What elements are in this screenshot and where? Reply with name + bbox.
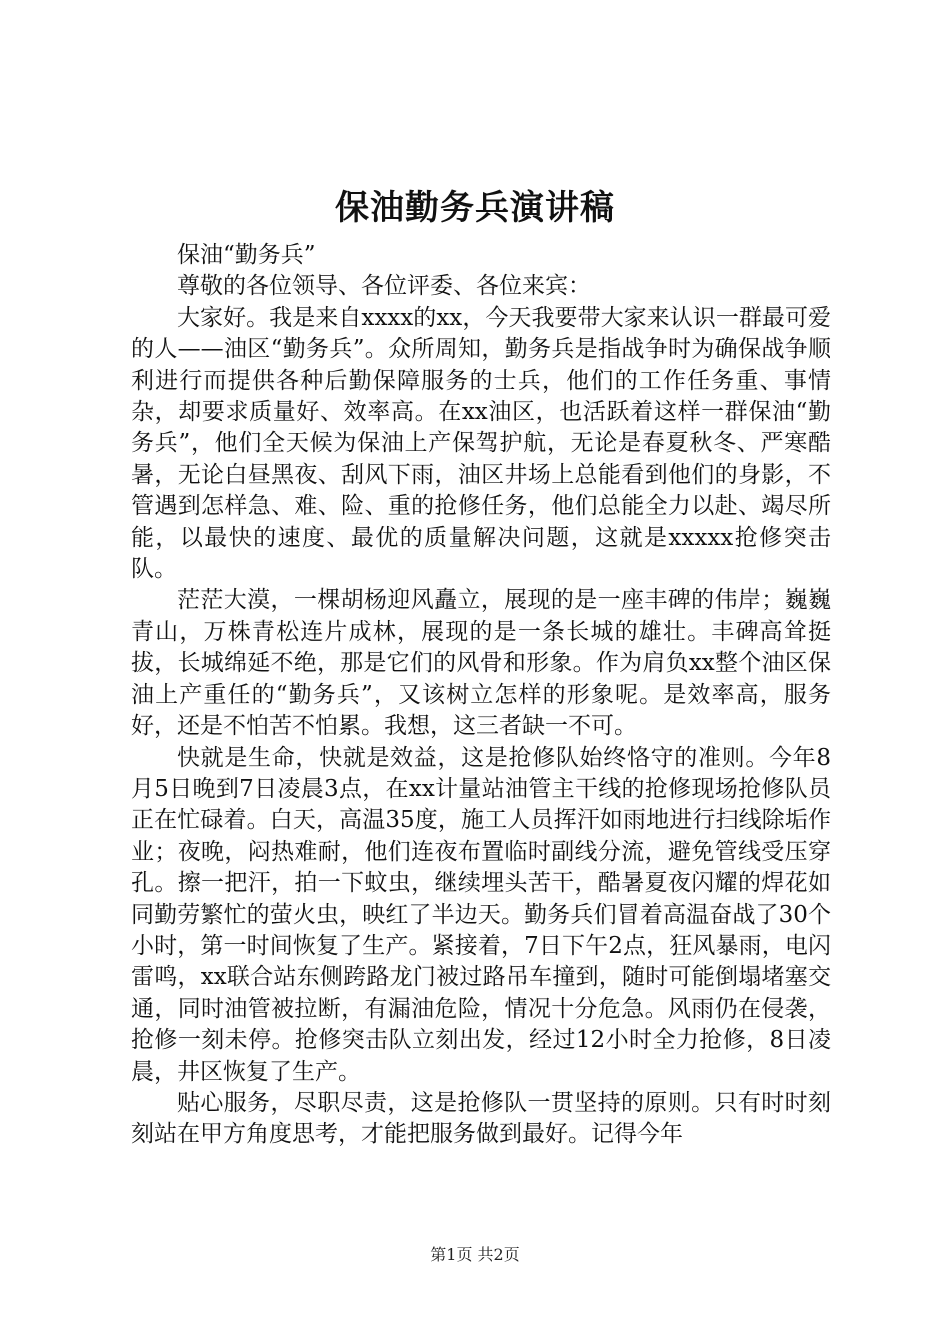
paragraph-heading: 保油“勤务兵”	[177, 242, 316, 268]
document-title: 保油勤务兵演讲稿	[335, 188, 615, 228]
document-body	[131, 240, 831, 1151]
page-number-footer: 第1页 共2页	[430, 1245, 520, 1264]
paragraph-introduction: 大家好。我是来自xxxx的xx，今天我要带大家来认识一群最可爱的人——油区“勤务兵”。众所周知，勤务兵是指战争时为确保战争顺利进行而提供各种后勤保障服务的士兵，他们的工作任务重、事情杂，却要求质量好、效率高。在xx油区，也活跃着这样一群保油“勤务兵”，他们全天候为保油上产保驾护航，无论是春夏秋冬、严寒酷暑，无论白昼黑夜、刮风下雨，油区井场上总能看到他们的身影，不管遇到怎样急、难、险、重的抢修任务，他们总能全力以赴、竭尽所能，以最快的速度、最优的质量解决问题，这就是xxxxx抢修突击队。	[131, 304, 831, 583]
paragraph-image: 茫茫大漠，一棵胡杨迎风矗立，展现的是一座丰碑的伟岸；巍巍青山，万株青松连片成林，展现的是一条长城的雄壮。丰碑高耸挺拔，长城绵延不绝，那是它们的风骨和形象。作为肩负xx整个油区保油上产重任的“勤务兵”，又该树立怎样的形象呢。是效率高，服务好，还是不怕苦不怕累。我想，这三者缺一不可。	[131, 587, 831, 740]
paragraph-efficiency: 快就是生命，快就是效益，这是抢修队始终恪守的准则。今年8月5日晚到7日凌晨3点，在xx计量站油管主干线的抢修现场抢修队员正在忙碌着。白天，高温35度，施工人员挥汗如雨地进行扫线除垢作业；夜晚，闷热难耐，他们连夜布置临时副线分流，避免管线受压穿孔。擦一把汗，拍一下蚊虫，继续埋头苦干，酷暑夏夜闪耀的焊花如同勤劳繁忙的萤火虫，映红了半边天。勤务兵们冒着高温奋战了30个小时，第一时间恢复了生产。紧接着，7日下午2点，狂风暴雨，电闪雷鸣，xx联合站东侧跨路龙门被过路吊车撞到，随时可能倒塌堵塞交通，同时油管被拉断，有漏油危险，情况十分危急。风雨仍在侵袭，抢修一刻未停。抢修突击队立刻出发，经过12小时全力抢修，8日凌晨，井区恢复了生产。	[131, 744, 831, 1085]
paragraph-service: 贴心服务，尽职尽责，这是抢修队一贯坚持的原则。只有时时刻刻站在甲方角度思考，才能把服务做到最好。记得今年	[131, 1089, 831, 1148]
paragraph-greeting: 尊敬的各位领导、各位评委、各位来宾：	[177, 273, 591, 300]
